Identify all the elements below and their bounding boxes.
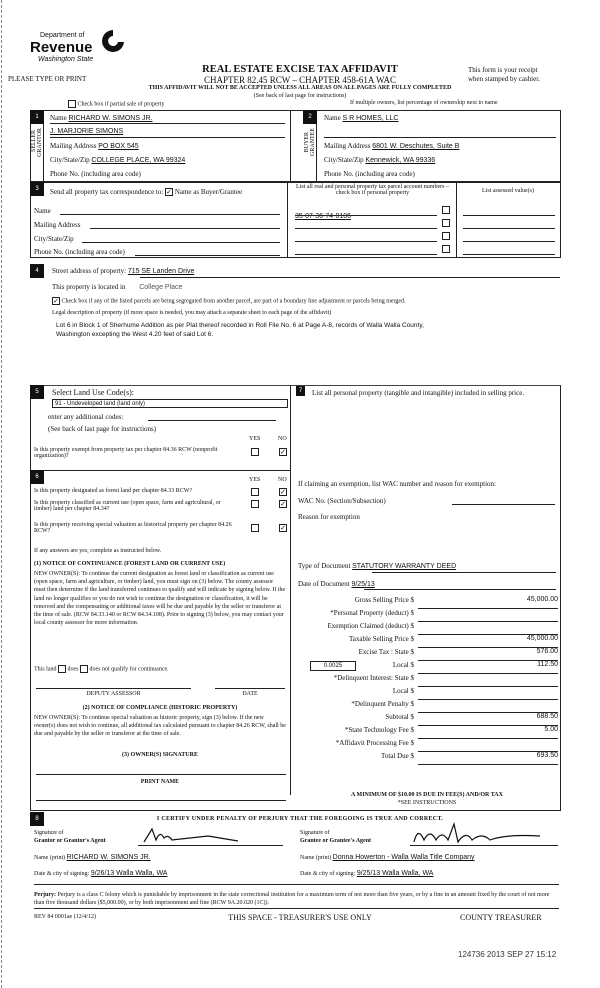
same-as-buyer-checkbox[interactable]: ✓ <box>166 188 173 197</box>
affidavit-processing-fee[interactable] <box>418 739 558 752</box>
assessed-value-field[interactable] <box>463 228 555 229</box>
multiple-owners-note: If multiple owners, list percentage of ownership next to name <box>350 100 498 106</box>
legal-description-2[interactable]: Washington excepting the West 4.20 feet of said Lot 6. <box>56 331 214 338</box>
segregated-row: ✓ Check box if any of the listed parcels are being segregated from another parcel, are part of a boundary line adjustment or parcels being merged. <box>53 297 406 305</box>
seller-address[interactable]: PO BOX 545 <box>98 143 139 150</box>
logo-line3: Washington State <box>38 56 94 63</box>
assessed-value-field[interactable] <box>463 254 555 255</box>
tax-row: 0.0025 Local $ 112.50 <box>296 661 558 674</box>
send-correspondence-row: Send all property tax correspondence to: ✓ Name as Buyer/Grantee <box>50 188 243 197</box>
forest-yes-checkbox[interactable] <box>251 488 259 496</box>
section-7-number: 7 <box>296 386 305 396</box>
buyer-city-row: City/State/Zip Kennewick, WA 99336 <box>324 156 436 164</box>
tax-row: Subtotal $ 688.50 <box>296 713 558 726</box>
doc-date-row: Date of Document 9/25/13 <box>298 580 375 588</box>
current-use-question: Is this property classified as current use (open space, farm and agricultural, or timber) land per chapter 84.34? <box>34 500 221 512</box>
buyer-city[interactable]: Kennewick, WA 99336 <box>365 157 436 164</box>
seller-city-row: City/State/Zip COLLEGE PLACE, WA 99324 <box>50 156 186 164</box>
section-1-number: 1 <box>30 110 44 124</box>
section-4-number: 4 <box>30 264 44 278</box>
exemption-claimed[interactable] <box>418 622 558 635</box>
partial-sale-check[interactable] <box>68 100 164 108</box>
notice-1-title: (1) NOTICE OF CONTINUANCE (FOREST LAND OR CURRENT USE) <box>34 561 226 567</box>
tax-row: Total Due $ 693.50 <box>296 752 558 765</box>
section-2-number: 2 <box>303 110 317 124</box>
personal-property-checkbox[interactable] <box>442 219 450 227</box>
rule <box>364 589 556 590</box>
delinquent-interest-local[interactable] <box>418 687 558 700</box>
divider <box>290 110 291 182</box>
divider <box>34 908 559 909</box>
section-3-number: 3 <box>30 182 44 196</box>
s3-city-field[interactable] <box>82 242 280 243</box>
s3-phone-label: Phone No. (including area code) <box>34 248 125 256</box>
parcel-row <box>295 218 450 231</box>
no-header: NO <box>278 436 287 442</box>
parcel-row <box>295 205 450 218</box>
print-name-label: PRINT NAME <box>140 779 180 785</box>
grantor-date-row: Date & city of signing: 9/26/13 Walla Walla, WA <box>34 870 168 877</box>
warning-text: THIS AFFIDAVIT WILL NOT BE ACCEPTED UNLESS ALL AREAS ON ALL PAGES ARE FULLY COMPLETED <box>148 85 452 91</box>
personal-property-checkbox[interactable] <box>442 232 450 240</box>
form-id: REV 84 0001ae (12/4/12) <box>34 914 97 920</box>
owner-signature-field[interactable] <box>36 774 286 775</box>
grantor-name[interactable]: RICHARD W. SIMONS JR. <box>66 854 151 861</box>
certify-statement: I CERTIFY UNDER PENALTY OF PERJURY THAT THE FOREGOING IS TRUE AND CORRECT. <box>156 816 444 822</box>
buyer-phone-label: Phone No. (including area code) <box>324 170 415 178</box>
document-date[interactable]: 9/25/13 <box>351 581 375 588</box>
divider <box>456 182 457 258</box>
grantee-date-row: Date & city of signing: 9/25/13 Walla Walla, WA <box>300 870 434 877</box>
divider <box>30 470 290 471</box>
divider <box>30 810 561 811</box>
s3-phone-field[interactable] <box>135 255 280 256</box>
tax-row: Taxable Selling Price $ 45,000.00 <box>296 635 558 648</box>
personal-property-checkbox[interactable] <box>442 245 450 253</box>
divider <box>34 884 559 885</box>
tax-table <box>296 596 558 765</box>
see-instructions-note: *SEE INSTRUCTIONS <box>397 800 457 806</box>
seller-name[interactable]: RICHARD W. SIMONS JR. <box>68 115 153 122</box>
assessed-header: List assessed value(s) <box>482 188 534 194</box>
treasurer-use-label: THIS SPACE - TREASURER'S USE ONLY <box>228 913 372 922</box>
grantor-label: GRANTOR <box>37 128 43 157</box>
segregated-checkbox[interactable]: ✓ <box>53 297 59 305</box>
reason-label: Reason for exemption <box>298 513 360 521</box>
grantee-label: GRANTEE <box>310 128 316 156</box>
state-technology-fee[interactable]: 5.00 <box>418 726 558 739</box>
notice-2-title: (2) NOTICE OF COMPLIANCE (HISTORIC PROPERTY) <box>82 705 238 711</box>
tax-row: *Personal Property (deduct) $ <box>296 609 558 622</box>
legal-description-1[interactable]: Lot 6 in Block 1 of Sherhume Addition as per Plat thereof recorded in Roll File No. 6 at Page A-8, records of Walla Walla County, <box>56 322 424 329</box>
grantee-sig-label-1: Signature of <box>300 830 330 836</box>
grantee-sig-label-2: Grantee or Grantee's Agent <box>300 838 372 844</box>
receipt-note-2: when stamped by cashier. <box>468 75 540 83</box>
parcel-header: List all real and personal property tax parcel account numbers – check box if personal property <box>296 184 449 196</box>
excise-tax-local[interactable]: 112.50 <box>418 661 558 674</box>
tax-row: *State Technology Fee $ 5.00 <box>296 726 558 739</box>
rule <box>140 277 560 278</box>
form-title: REAL ESTATE EXCISE TAX AFFIDAVIT <box>202 64 398 75</box>
divider <box>287 182 288 258</box>
divider <box>290 385 291 795</box>
seller-side <box>30 124 44 182</box>
grantor-signature-icon <box>138 826 283 846</box>
if-yes-note: If any answers are yes, complete as instructed below. <box>34 548 162 554</box>
buyer-label: BUYER <box>304 132 310 153</box>
gross-selling-price[interactable]: 45,000.00 <box>418 596 558 609</box>
local-rate-field[interactable]: 0.0025 <box>310 661 356 671</box>
parcel-list <box>295 205 450 257</box>
logo-line1: Department of <box>40 32 85 39</box>
see-back-note: (See back of last page for instructions) <box>253 93 347 99</box>
grantor-date-city[interactable]: 9/26/13 Walla Walla, WA <box>90 870 168 877</box>
personal-property-label: List all personal property (tangible and intangible) included in selling price. <box>312 389 525 397</box>
grantor-sig-label-2: Grantor or Grantor's Agent <box>34 838 106 844</box>
document-type[interactable]: STATUTORY WARRANTY DEED <box>352 563 457 570</box>
section-6-number: 6 <box>30 470 44 484</box>
wac-label: WAC No. (Section/Subsection) <box>298 497 386 505</box>
s3-address-field[interactable] <box>90 228 280 229</box>
additional-codes-field[interactable] <box>148 420 276 421</box>
scan-edge <box>1 0 2 988</box>
grantee-signature-field[interactable] <box>410 822 558 846</box>
does-checkbox[interactable] <box>58 665 66 673</box>
exempt-question: Is this property exempt from property tax per chapter 84.36 RCW (nonprofit organization)? <box>34 447 218 459</box>
yes-header: YES <box>249 477 261 483</box>
date-label: DATE <box>242 691 258 697</box>
located-in[interactable]: College Place <box>139 284 183 291</box>
minimum-due-note: A MINIMUM OF $10.00 IS DUE IN FEE(S) AND/OR TAX <box>351 792 503 798</box>
grantee-name[interactable]: Donna Howerton - Walla Walla Title Company <box>332 854 475 861</box>
deputy-assessor-signature[interactable] <box>36 688 191 689</box>
land-use-label: Select Land Use Code(s): <box>52 388 134 397</box>
s3-address-label: Mailing Address <box>34 221 81 229</box>
historic-yes-checkbox[interactable] <box>251 524 259 532</box>
taxable-selling-price[interactable]: 45,000.00 <box>418 635 558 648</box>
receipt-stamp: 124736 2013 SEP 27 15:12 <box>458 950 557 959</box>
print-name-field[interactable] <box>36 800 286 801</box>
no-header: NO <box>278 477 287 483</box>
historic-question: Is this property receiving special valuation as historical property per chapter 84.26 RCW? <box>34 522 232 534</box>
county-treasurer-label: COUNTY TREASURER <box>460 913 542 922</box>
current-use-no-checkbox[interactable]: ✓ <box>280 500 286 508</box>
historic-no-checkbox[interactable]: ✓ <box>280 524 286 532</box>
tax-row: *Affidavit Processing Fee $ <box>296 739 558 752</box>
receipt-note-1: This form is your receipt <box>468 66 538 74</box>
section-8-number: 8 <box>30 812 44 826</box>
parcel-row <box>295 244 450 257</box>
forest-no-checkbox[interactable]: ✓ <box>280 488 286 496</box>
grantor-name-row: Name (print) RICHARD W. SIMONS JR. <box>34 854 151 861</box>
s3-name-field[interactable] <box>60 214 280 215</box>
excise-tax-state[interactable]: 576.00 <box>418 648 558 661</box>
located-row: This property is located in College Place <box>52 283 183 291</box>
grantee-signature-icon <box>410 822 558 846</box>
seller-phone-label: Phone No. (including area code) <box>50 170 141 178</box>
personal-property-checkbox[interactable] <box>442 206 450 214</box>
buyer-side <box>303 124 317 182</box>
section-5-number: 5 <box>30 385 44 399</box>
s3-city-label: City/State/Zip <box>34 235 74 243</box>
delinquent-penalty[interactable] <box>418 700 558 713</box>
partial-sale-checkbox[interactable] <box>68 100 76 108</box>
owner-signature-label: (3) OWNER(S) SIGNATURE <box>122 752 198 758</box>
tax-row: *Delinquent Penalty $ <box>296 700 558 713</box>
please-type: PLEASE TYPE OR PRINT <box>8 75 87 83</box>
grantee-name-row: Name (print) Donna Howerton - Walla Walla Title Company <box>300 854 475 861</box>
seller-label: SELLER <box>31 130 37 152</box>
seller-city[interactable]: COLLEGE PLACE, WA 99324 <box>91 157 186 164</box>
assessor-date-field[interactable] <box>215 688 285 689</box>
tax-row: Exemption Claimed (deduct) $ <box>296 622 558 635</box>
buyer-address[interactable]: 6801 W. Deschutes, Suite B <box>372 143 460 150</box>
seller-address-row: Mailing Address PO BOX 545 <box>50 142 139 150</box>
grantee-date-city[interactable]: 9/25/13 Walla Walla, WA <box>356 870 434 877</box>
rule <box>324 137 556 138</box>
buyer-address-row: Mailing Address 6801 W. Deschutes, Suite B <box>324 142 460 150</box>
seller-name-row: Name RICHARD W. SIMONS JR. <box>50 114 153 122</box>
exempt-no-checkbox[interactable]: ✓ <box>280 448 286 456</box>
rule <box>50 137 285 138</box>
seller-name-2[interactable]: J. MARJORIE SIMONS <box>50 128 124 135</box>
deputy-assessor-label: DEPUTY ASSESSOR <box>86 691 141 697</box>
additional-codes-label: enter any additional codes: <box>48 413 124 421</box>
yes-header: YES <box>249 436 261 442</box>
doc-type-row: Type of Document STATUTORY WARRANTY DEED <box>298 562 457 570</box>
forest-question: Is this property designated as forest land per chapter 84.33 RCW? <box>34 488 193 494</box>
land-use-select[interactable]: 91 - Undeveloped land (land only) <box>52 399 288 408</box>
parcel-number[interactable]: 35-07-36-74-0106 <box>295 213 352 220</box>
current-use-yes-checkbox[interactable] <box>251 500 259 508</box>
form-chapter: CHAPTER 82.45 RCW – CHAPTER 458-61A WAC <box>204 75 396 85</box>
assessed-value-field[interactable] <box>463 241 555 242</box>
parcel-row <box>295 231 450 244</box>
exemption-label: If claiming an exemption, list WAC number and reason for exemption: <box>298 480 496 488</box>
rule <box>372 572 556 573</box>
notice-1-body: NEW OWNER(S): To continue the current designation as forest land or classification as current use (open space, farm and agriculture, or timber) land, you must sign on (3) below. The county assessor must then determine if the land transferred continues to qualify and will indicate by signing below. If the land no longer qualifies or you do not wish to continue the designation or classification, it will be removed and the compensating or additional taxes will be due and payable by the seller or transferor at the time of sale. (RCW 84.33.140 or RCW 84.34.108). Prior to signing (3) below, you may contact your local county assessor for more information. <box>34 571 286 627</box>
dor-swirl-icon <box>100 28 126 56</box>
street-row: Street address of property: 715 SE Landen Drive <box>52 267 195 275</box>
grantor-signature-field[interactable] <box>138 826 283 846</box>
buyer-name-row: Name S R HOMES, LLC <box>324 114 399 122</box>
tax-row: Local $ <box>296 687 558 700</box>
delinquent-interest-state[interactable] <box>418 674 558 687</box>
notice-2-body: NEW OWNER(S): To continue special valuation as historic property, sign (3) below. If the new owner(s) does not wish to continue, all additional tax calculated pursuant to chapter 84.26 RCW, shall be due and payable by the seller or transferor at the time of sale. <box>34 715 286 738</box>
buyer-name[interactable]: S R HOMES, LLC <box>342 115 399 122</box>
s5-see-back: (See back of last page for instructions) <box>48 425 157 433</box>
tax-row: Excise Tax : State $ 576.00 <box>296 648 558 661</box>
total-due[interactable]: 693.50 <box>418 752 558 765</box>
legal-description-label: Legal description of property (if more space is needed, you may attach a separate sheet to each page of the affidavit) <box>52 310 332 316</box>
dor-logo <box>30 28 130 70</box>
rule <box>50 123 285 124</box>
continuance-row: This land does does not qualify for continuance. <box>34 666 169 673</box>
street-address[interactable]: 715 SE Landen Drive <box>127 268 195 275</box>
wac-field[interactable] <box>452 504 555 505</box>
perjury-note: Perjury: Perjury is a class C felony which is punishable by imprisonment in the state correctional institution for a maximum term of not more than five years, or by a fine in an amount fixed by the court of not more than five thousand dollars ($5,000.00), or by both imprisonment and fine (RCW 9A.20.020 (1C)). <box>34 892 550 906</box>
logo-line2: Revenue <box>30 39 93 56</box>
personal-property-deduct[interactable] <box>418 609 558 622</box>
subtotal[interactable]: 688.50 <box>418 713 558 726</box>
tax-row: Gross Selling Price $ 45,000.00 <box>296 596 558 609</box>
exempt-yes-checkbox[interactable] <box>251 448 259 456</box>
tax-row: *Delinquent Interest: State $ <box>296 674 558 687</box>
partial-sale-label: Check box if partial sale of property <box>77 101 165 108</box>
grantor-sig-label-1: Signature of <box>34 830 64 836</box>
assessed-value-field[interactable] <box>463 215 555 216</box>
does-not-checkbox[interactable] <box>80 665 88 673</box>
s3-name-label: Name <box>34 207 51 215</box>
